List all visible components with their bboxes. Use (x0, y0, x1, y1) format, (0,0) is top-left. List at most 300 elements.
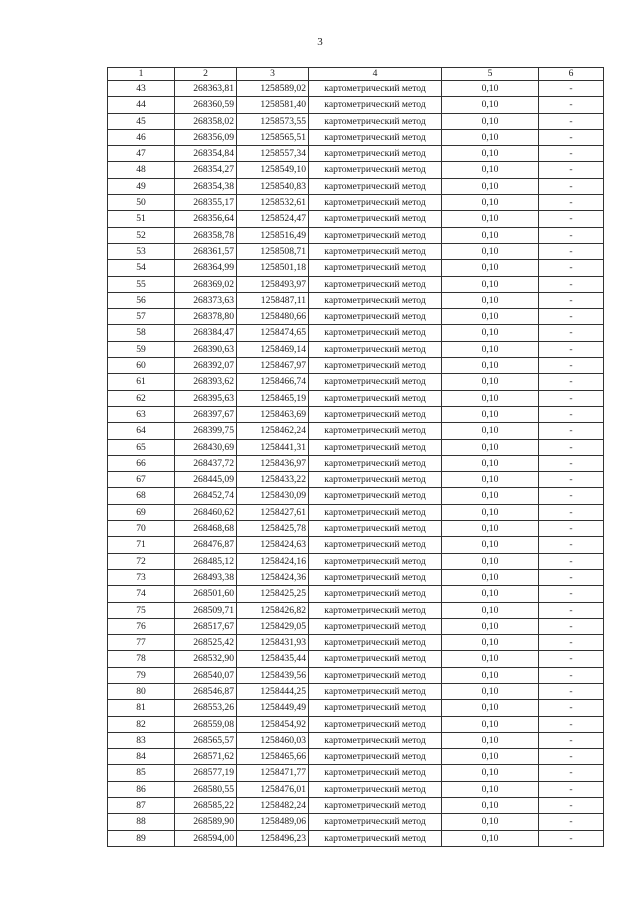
x-coordinate-cell: 268354,38 (175, 178, 237, 194)
method-cell: картометрический метод (309, 292, 442, 308)
column-header-6: 6 (539, 68, 604, 81)
accuracy-cell: 0,10 (442, 602, 539, 618)
point-number-cell: 68 (108, 488, 175, 504)
y-coordinate-cell: 1258427,61 (237, 504, 309, 520)
table-row (108, 635, 604, 651)
y-coordinate-cell: 1258467,97 (237, 358, 309, 374)
x-coordinate-cell: 268354,84 (175, 146, 237, 162)
note-cell: - (539, 732, 604, 748)
accuracy-cell: 0,10 (442, 113, 539, 129)
y-coordinate-cell: 1258573,55 (237, 113, 309, 129)
accuracy-cell: 0,10 (442, 195, 539, 211)
table-row (108, 488, 604, 504)
table-row (108, 651, 604, 667)
column-header-5: 5 (442, 68, 539, 81)
note-cell: - (539, 81, 604, 97)
table-row (108, 243, 604, 259)
point-number-cell: 85 (108, 765, 175, 781)
y-coordinate-cell: 1258482,24 (237, 798, 309, 814)
accuracy-cell: 0,10 (442, 162, 539, 178)
x-coordinate-cell: 268571,62 (175, 749, 237, 765)
point-number-cell: 86 (108, 781, 175, 797)
column-header-3: 3 (237, 68, 309, 81)
x-coordinate-cell: 268397,67 (175, 406, 237, 422)
point-number-cell: 63 (108, 406, 175, 422)
x-coordinate-cell: 268358,78 (175, 227, 237, 243)
method-cell: картометрический метод (309, 276, 442, 292)
accuracy-cell: 0,10 (442, 504, 539, 520)
accuracy-cell: 0,10 (442, 81, 539, 97)
note-cell: - (539, 635, 604, 651)
x-coordinate-cell: 268546,87 (175, 683, 237, 699)
point-number-cell: 73 (108, 569, 175, 585)
x-coordinate-cell: 268361,57 (175, 243, 237, 259)
table-row (108, 472, 604, 488)
x-coordinate-cell: 268395,63 (175, 390, 237, 406)
point-number-cell: 65 (108, 439, 175, 455)
table-row (108, 309, 604, 325)
method-cell: картометрический метод (309, 406, 442, 422)
note-cell: - (539, 178, 604, 194)
note-cell: - (539, 146, 604, 162)
table-row (108, 667, 604, 683)
x-coordinate-cell: 268525,42 (175, 635, 237, 651)
table-row (108, 227, 604, 243)
note-cell: - (539, 781, 604, 797)
column-header-4: 4 (309, 68, 442, 81)
point-number-cell: 62 (108, 390, 175, 406)
note-cell: - (539, 602, 604, 618)
note-cell: - (539, 683, 604, 699)
table-row (108, 618, 604, 634)
note-cell: - (539, 455, 604, 471)
point-number-cell: 84 (108, 749, 175, 765)
accuracy-cell: 0,10 (442, 260, 539, 276)
table-row (108, 830, 604, 846)
note-cell: - (539, 276, 604, 292)
column-header-1: 1 (108, 68, 175, 81)
point-number-cell: 83 (108, 732, 175, 748)
method-cell: картометрический метод (309, 814, 442, 830)
method-cell: картометрический метод (309, 129, 442, 145)
note-cell: - (539, 390, 604, 406)
table-header-row (108, 68, 604, 81)
y-coordinate-cell: 1258532,61 (237, 195, 309, 211)
point-number-cell: 87 (108, 798, 175, 814)
table-row (108, 178, 604, 194)
point-number-cell: 53 (108, 243, 175, 259)
method-cell: картометрический метод (309, 358, 442, 374)
y-coordinate-cell: 1258430,09 (237, 488, 309, 504)
accuracy-cell: 0,10 (442, 667, 539, 683)
accuracy-cell: 0,10 (442, 569, 539, 585)
point-number-cell: 72 (108, 553, 175, 569)
x-coordinate-cell: 268364,99 (175, 260, 237, 276)
x-coordinate-cell: 268585,22 (175, 798, 237, 814)
note-cell: - (539, 488, 604, 504)
note-cell: - (539, 97, 604, 113)
accuracy-cell: 0,10 (442, 537, 539, 553)
coordinates-table (107, 67, 604, 847)
method-cell: картометрический метод (309, 325, 442, 341)
accuracy-cell: 0,10 (442, 830, 539, 846)
x-coordinate-cell: 268369,02 (175, 276, 237, 292)
method-cell: картометрический метод (309, 732, 442, 748)
note-cell: - (539, 358, 604, 374)
x-coordinate-cell: 268445,09 (175, 472, 237, 488)
point-number-cell: 51 (108, 211, 175, 227)
method-cell: картометрический метод (309, 700, 442, 716)
accuracy-cell: 0,10 (442, 683, 539, 699)
method-cell: картометрический метод (309, 488, 442, 504)
accuracy-cell: 0,10 (442, 227, 539, 243)
accuracy-cell: 0,10 (442, 276, 539, 292)
accuracy-cell: 0,10 (442, 129, 539, 145)
accuracy-cell: 0,10 (442, 423, 539, 439)
table-row (108, 716, 604, 732)
y-coordinate-cell: 1258480,66 (237, 309, 309, 325)
table-row (108, 113, 604, 129)
note-cell: - (539, 830, 604, 846)
accuracy-cell: 0,10 (442, 455, 539, 471)
x-coordinate-cell: 268390,63 (175, 341, 237, 357)
method-cell: картометрический метод (309, 113, 442, 129)
x-coordinate-cell: 268476,87 (175, 537, 237, 553)
y-coordinate-cell: 1258435,44 (237, 651, 309, 667)
point-number-cell: 82 (108, 716, 175, 732)
y-coordinate-cell: 1258501,18 (237, 260, 309, 276)
method-cell: картометрический метод (309, 162, 442, 178)
note-cell: - (539, 113, 604, 129)
accuracy-cell: 0,10 (442, 292, 539, 308)
table-row (108, 97, 604, 113)
y-coordinate-cell: 1258460,03 (237, 732, 309, 748)
point-number-cell: 47 (108, 146, 175, 162)
x-coordinate-cell: 268399,75 (175, 423, 237, 439)
accuracy-cell: 0,10 (442, 341, 539, 357)
note-cell: - (539, 586, 604, 602)
x-coordinate-cell: 268360,59 (175, 97, 237, 113)
y-coordinate-cell: 1258565,51 (237, 129, 309, 145)
table-row (108, 129, 604, 145)
point-number-cell: 46 (108, 129, 175, 145)
method-cell: картометрический метод (309, 749, 442, 765)
note-cell: - (539, 504, 604, 520)
y-coordinate-cell: 1258444,25 (237, 683, 309, 699)
y-coordinate-cell: 1258516,49 (237, 227, 309, 243)
table-row (108, 195, 604, 211)
table-row (108, 276, 604, 292)
method-cell: картометрический метод (309, 455, 442, 471)
table-row (108, 602, 604, 618)
table-row (108, 390, 604, 406)
y-coordinate-cell: 1258425,25 (237, 586, 309, 602)
note-cell: - (539, 195, 604, 211)
note-cell: - (539, 569, 604, 585)
x-coordinate-cell: 268493,38 (175, 569, 237, 585)
x-coordinate-cell: 268384,47 (175, 325, 237, 341)
x-coordinate-cell: 268373,63 (175, 292, 237, 308)
table-row (108, 358, 604, 374)
accuracy-cell: 0,10 (442, 700, 539, 716)
point-number-cell: 43 (108, 81, 175, 97)
y-coordinate-cell: 1258426,82 (237, 602, 309, 618)
note-cell: - (539, 667, 604, 683)
method-cell: картометрический метод (309, 504, 442, 520)
note-cell: - (539, 260, 604, 276)
point-number-cell: 56 (108, 292, 175, 308)
method-cell: картометрический метод (309, 618, 442, 634)
point-number-cell: 50 (108, 195, 175, 211)
method-cell: картометрический метод (309, 390, 442, 406)
note-cell: - (539, 341, 604, 357)
table-row (108, 81, 604, 97)
table-row (108, 732, 604, 748)
point-number-cell: 61 (108, 374, 175, 390)
y-coordinate-cell: 1258433,22 (237, 472, 309, 488)
y-coordinate-cell: 1258508,71 (237, 243, 309, 259)
accuracy-cell: 0,10 (442, 651, 539, 667)
point-number-cell: 71 (108, 537, 175, 553)
x-coordinate-cell: 268594,00 (175, 830, 237, 846)
accuracy-cell: 0,10 (442, 374, 539, 390)
accuracy-cell: 0,10 (442, 211, 539, 227)
note-cell: - (539, 765, 604, 781)
point-number-cell: 76 (108, 618, 175, 634)
point-number-cell: 78 (108, 651, 175, 667)
table-body (108, 81, 604, 847)
method-cell: картометрический метод (309, 195, 442, 211)
accuracy-cell: 0,10 (442, 309, 539, 325)
table-row (108, 211, 604, 227)
note-cell: - (539, 439, 604, 455)
table-row (108, 374, 604, 390)
table-row (108, 814, 604, 830)
method-cell: картометрический метод (309, 586, 442, 602)
note-cell: - (539, 292, 604, 308)
note-cell: - (539, 472, 604, 488)
x-coordinate-cell: 268437,72 (175, 455, 237, 471)
point-number-cell: 80 (108, 683, 175, 699)
method-cell: картометрический метод (309, 830, 442, 846)
y-coordinate-cell: 1258424,36 (237, 569, 309, 585)
y-coordinate-cell: 1258549,10 (237, 162, 309, 178)
table-row (108, 260, 604, 276)
table-row (108, 146, 604, 162)
column-header-2: 2 (175, 68, 237, 81)
method-cell: картометрический метод (309, 765, 442, 781)
table-row (108, 798, 604, 814)
accuracy-cell: 0,10 (442, 716, 539, 732)
point-number-cell: 60 (108, 358, 175, 374)
table-row (108, 341, 604, 357)
note-cell: - (539, 129, 604, 145)
accuracy-cell: 0,10 (442, 732, 539, 748)
table-row (108, 423, 604, 439)
accuracy-cell: 0,10 (442, 765, 539, 781)
table-row (108, 553, 604, 569)
x-coordinate-cell: 268378,80 (175, 309, 237, 325)
point-number-cell: 57 (108, 309, 175, 325)
method-cell: картометрический метод (309, 146, 442, 162)
point-number-cell: 74 (108, 586, 175, 602)
note-cell: - (539, 749, 604, 765)
accuracy-cell: 0,10 (442, 749, 539, 765)
point-number-cell: 77 (108, 635, 175, 651)
y-coordinate-cell: 1258476,01 (237, 781, 309, 797)
accuracy-cell: 0,10 (442, 146, 539, 162)
y-coordinate-cell: 1258429,05 (237, 618, 309, 634)
method-cell: картометрический метод (309, 569, 442, 585)
point-number-cell: 55 (108, 276, 175, 292)
y-coordinate-cell: 1258441,31 (237, 439, 309, 455)
method-cell: картометрический метод (309, 651, 442, 667)
method-cell: картометрический метод (309, 243, 442, 259)
point-number-cell: 45 (108, 113, 175, 129)
method-cell: картометрический метод (309, 781, 442, 797)
method-cell: картометрический метод (309, 178, 442, 194)
accuracy-cell: 0,10 (442, 325, 539, 341)
point-number-cell: 64 (108, 423, 175, 439)
y-coordinate-cell: 1258465,19 (237, 390, 309, 406)
table-row (108, 683, 604, 699)
note-cell: - (539, 309, 604, 325)
x-coordinate-cell: 268532,90 (175, 651, 237, 667)
accuracy-cell: 0,10 (442, 781, 539, 797)
y-coordinate-cell: 1258471,77 (237, 765, 309, 781)
table-row (108, 325, 604, 341)
y-coordinate-cell: 1258469,14 (237, 341, 309, 357)
x-coordinate-cell: 268580,55 (175, 781, 237, 797)
accuracy-cell: 0,10 (442, 472, 539, 488)
note-cell: - (539, 814, 604, 830)
accuracy-cell: 0,10 (442, 390, 539, 406)
accuracy-cell: 0,10 (442, 798, 539, 814)
table-row (108, 700, 604, 716)
method-cell: картометрический метод (309, 260, 442, 276)
x-coordinate-cell: 268354,27 (175, 162, 237, 178)
y-coordinate-cell: 1258466,74 (237, 374, 309, 390)
point-number-cell: 81 (108, 700, 175, 716)
point-number-cell: 49 (108, 178, 175, 194)
point-number-cell: 75 (108, 602, 175, 618)
method-cell: картометрический метод (309, 683, 442, 699)
accuracy-cell: 0,10 (442, 243, 539, 259)
note-cell: - (539, 325, 604, 341)
note-cell: - (539, 374, 604, 390)
y-coordinate-cell: 1258449,49 (237, 700, 309, 716)
x-coordinate-cell: 268460,62 (175, 504, 237, 520)
accuracy-cell: 0,10 (442, 97, 539, 113)
x-coordinate-cell: 268517,67 (175, 618, 237, 634)
x-coordinate-cell: 268356,64 (175, 211, 237, 227)
point-number-cell: 54 (108, 260, 175, 276)
note-cell: - (539, 553, 604, 569)
note-cell: - (539, 716, 604, 732)
point-number-cell: 69 (108, 504, 175, 520)
y-coordinate-cell: 1258462,24 (237, 423, 309, 439)
x-coordinate-cell: 268393,62 (175, 374, 237, 390)
note-cell: - (539, 423, 604, 439)
x-coordinate-cell: 268363,81 (175, 81, 237, 97)
y-coordinate-cell: 1258424,63 (237, 537, 309, 553)
y-coordinate-cell: 1258540,83 (237, 178, 309, 194)
note-cell: - (539, 651, 604, 667)
method-cell: картометрический метод (309, 227, 442, 243)
accuracy-cell: 0,10 (442, 814, 539, 830)
point-number-cell: 89 (108, 830, 175, 846)
method-cell: картометрический метод (309, 798, 442, 814)
y-coordinate-cell: 1258425,78 (237, 521, 309, 537)
method-cell: картометрический метод (309, 439, 442, 455)
y-coordinate-cell: 1258424,16 (237, 553, 309, 569)
method-cell: картометрический метод (309, 667, 442, 683)
point-number-cell: 88 (108, 814, 175, 830)
method-cell: картометрический метод (309, 553, 442, 569)
method-cell: картометрический метод (309, 537, 442, 553)
x-coordinate-cell: 268565,57 (175, 732, 237, 748)
note-cell: - (539, 211, 604, 227)
table-row (108, 162, 604, 178)
point-number-cell: 48 (108, 162, 175, 178)
x-coordinate-cell: 268485,12 (175, 553, 237, 569)
point-number-cell: 66 (108, 455, 175, 471)
x-coordinate-cell: 268553,26 (175, 700, 237, 716)
y-coordinate-cell: 1258581,40 (237, 97, 309, 113)
method-cell: картометрический метод (309, 374, 442, 390)
y-coordinate-cell: 1258557,34 (237, 146, 309, 162)
point-number-cell: 70 (108, 521, 175, 537)
point-number-cell: 59 (108, 341, 175, 357)
x-coordinate-cell: 268358,02 (175, 113, 237, 129)
x-coordinate-cell: 268430,69 (175, 439, 237, 455)
x-coordinate-cell: 268509,71 (175, 602, 237, 618)
table-row (108, 781, 604, 797)
x-coordinate-cell: 268589,90 (175, 814, 237, 830)
method-cell: картометрический метод (309, 423, 442, 439)
note-cell: - (539, 243, 604, 259)
y-coordinate-cell: 1258487,11 (237, 292, 309, 308)
y-coordinate-cell: 1258589,02 (237, 81, 309, 97)
y-coordinate-cell: 1258524,47 (237, 211, 309, 227)
y-coordinate-cell: 1258496,23 (237, 830, 309, 846)
page-number: 3 (317, 36, 323, 48)
accuracy-cell: 0,10 (442, 553, 539, 569)
point-number-cell: 52 (108, 227, 175, 243)
x-coordinate-cell: 268392,07 (175, 358, 237, 374)
table-row (108, 455, 604, 471)
method-cell: картометрический метод (309, 716, 442, 732)
x-coordinate-cell: 268468,68 (175, 521, 237, 537)
method-cell: картометрический метод (309, 521, 442, 537)
method-cell: картометрический метод (309, 309, 442, 325)
accuracy-cell: 0,10 (442, 358, 539, 374)
table-row (108, 292, 604, 308)
method-cell: картометрический метод (309, 472, 442, 488)
x-coordinate-cell: 268356,09 (175, 129, 237, 145)
y-coordinate-cell: 1258436,97 (237, 455, 309, 471)
table-row (108, 504, 604, 520)
table-row (108, 749, 604, 765)
y-coordinate-cell: 1258493,97 (237, 276, 309, 292)
point-number-cell: 79 (108, 667, 175, 683)
y-coordinate-cell: 1258474,65 (237, 325, 309, 341)
table-row (108, 521, 604, 537)
table-row (108, 569, 604, 585)
point-number-cell: 58 (108, 325, 175, 341)
x-coordinate-cell: 268540,07 (175, 667, 237, 683)
table-row (108, 439, 604, 455)
